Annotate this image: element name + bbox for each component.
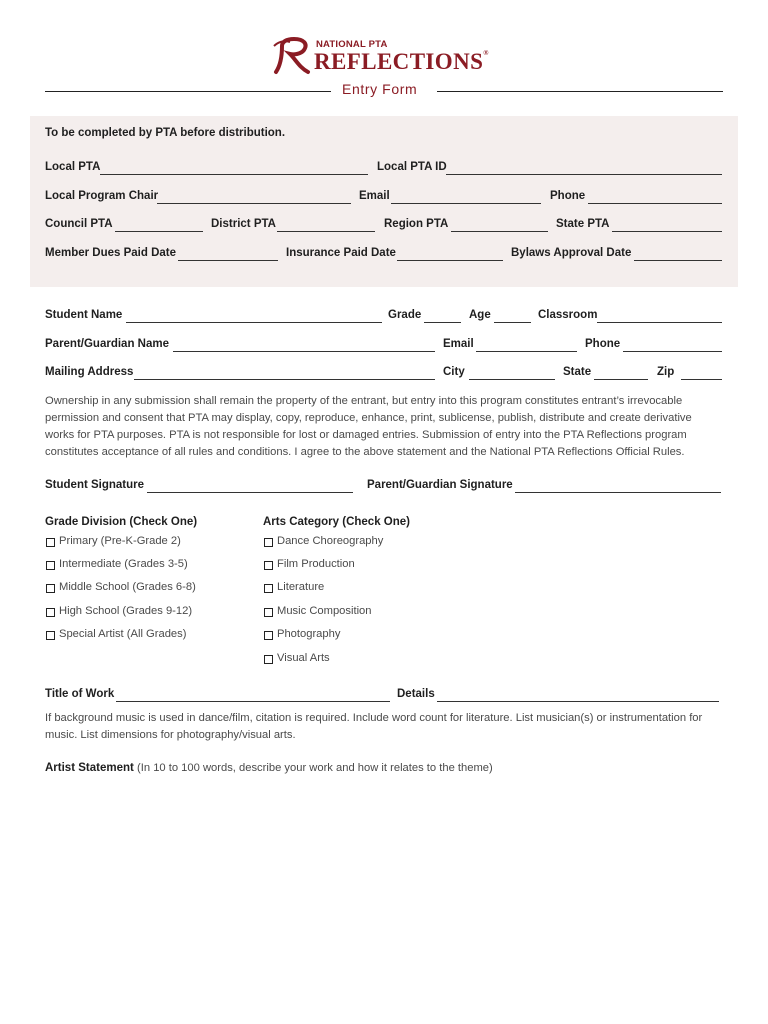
checkbox-intermediate[interactable] [46, 561, 55, 570]
checkbox-middle-school[interactable] [46, 584, 55, 593]
option-intermediate: Intermediate (Grades 3-5) [59, 558, 188, 570]
pta-phone-field[interactable] [588, 203, 722, 204]
logo-reflections: REFLECTIONS® [314, 49, 489, 74]
reflections-logo [268, 36, 508, 76]
student-email-label: Email [443, 338, 474, 350]
ownership-line: Ownership in any submission shall remain the property of the entrant, but entry into this program constitutes entrant’s irrevocable [45, 395, 683, 407]
insurance-paid-label: Insurance Paid Date [286, 247, 396, 259]
details-field[interactable] [437, 701, 719, 702]
council-pta-field[interactable] [115, 231, 203, 232]
district-pta-label: District PTA [211, 218, 276, 230]
grade-division-title: Grade Division (Check One) [45, 516, 198, 528]
option-visual-arts: Visual Arts [277, 652, 330, 664]
council-pta-label: Council PTA [45, 218, 113, 230]
city-field[interactable] [469, 379, 555, 380]
guardian-signature-label: Parent/Guardian Signature [367, 479, 513, 491]
student-name-label: Student Name [45, 309, 123, 321]
bylaws-label: Bylaws Approval Date [511, 247, 632, 259]
ownership-statement [45, 393, 692, 461]
state-field[interactable] [594, 379, 648, 380]
dues-paid-label: Member Dues Paid Date [45, 247, 177, 259]
option-high-school: High School (Grades 9-12) [59, 605, 193, 617]
zip-label: Zip [657, 366, 675, 378]
state-pta-label: State PTA [556, 218, 610, 230]
student-signature-label: Student Signature [45, 479, 145, 491]
bylaws-field[interactable] [634, 260, 722, 261]
guardian-name-field[interactable] [173, 351, 435, 352]
student-phone-label: Phone [585, 338, 621, 350]
option-music: Music Composition [277, 605, 372, 617]
form-title: Entry Form [342, 81, 418, 97]
local-pta-label: Local PTA [45, 161, 101, 173]
details-label: Details [397, 688, 435, 700]
artist-statement-hint: (In 10 to 100 words, describe your work and how it relates to the theme) [137, 762, 493, 774]
pta-email-label: Email [359, 190, 390, 202]
student-signature-field[interactable] [147, 492, 353, 493]
artist-statement-area[interactable] [45, 784, 723, 1004]
classroom-label: Classroom [538, 309, 598, 321]
checkbox-film[interactable] [264, 561, 273, 570]
insurance-paid-field[interactable] [397, 260, 503, 261]
music-note-line: music. List dimensions for photography/visual arts. [45, 729, 296, 741]
pta-email-field[interactable] [391, 203, 541, 204]
ownership-line: works for PTA purposes. PTA is not responsible for lost or damaged entries. Submission of entry into the PTA Reflections program [45, 429, 687, 441]
title-of-work-label: Title of Work [45, 688, 115, 700]
artist-statement-label: Artist Statement [45, 762, 134, 774]
checkbox-high-school[interactable] [46, 608, 55, 617]
reflections-r-icon [268, 36, 316, 76]
student-phone-field[interactable] [623, 351, 722, 352]
state-pta-field[interactable] [612, 231, 722, 232]
option-special-artist: Special Artist (All Grades) [59, 628, 187, 640]
guardian-name-label: Parent/Guardian Name [45, 338, 169, 350]
local-pta-id-label: Local PTA ID [377, 161, 447, 173]
dues-paid-field[interactable] [178, 260, 278, 261]
music-note [45, 710, 702, 744]
title-of-work-field[interactable] [116, 701, 390, 702]
option-dance: Dance Choreography [277, 535, 384, 547]
checkbox-music[interactable] [264, 608, 273, 617]
option-film: Film Production [277, 558, 355, 570]
mailing-address-label: Mailing Address [45, 366, 134, 378]
option-photography: Photography [277, 628, 341, 640]
district-pta-field[interactable] [277, 231, 375, 232]
arts-category-title: Arts Category (Check One) [263, 516, 410, 528]
pta-phone-label: Phone [550, 190, 586, 202]
logo-national-pta: NATIONAL PTA [316, 39, 388, 50]
grade-label: Grade [388, 309, 422, 321]
entry-form-header [45, 80, 723, 100]
checkbox-literature[interactable] [264, 584, 273, 593]
grade-field[interactable] [424, 322, 461, 323]
program-chair-field[interactable] [157, 203, 351, 204]
music-note-line: If background music is used in dance/film, citation is required. Include word count for literature. List musician(s) or instrumentation for [45, 712, 703, 724]
divider-left [45, 91, 331, 92]
divider-right [437, 91, 723, 92]
age-field[interactable] [494, 322, 531, 323]
local-pta-id-field[interactable] [446, 174, 722, 175]
program-chair-label: Local Program Chair [45, 190, 159, 202]
guardian-signature-field[interactable] [515, 492, 721, 493]
checkbox-visual-arts[interactable] [264, 655, 273, 664]
region-pta-label: Region PTA [384, 218, 449, 230]
zip-field[interactable] [681, 379, 722, 380]
checkbox-primary[interactable] [46, 538, 55, 547]
region-pta-field[interactable] [451, 231, 548, 232]
option-literature: Literature [277, 581, 325, 593]
artist-statement [45, 762, 493, 774]
age-label: Age [469, 309, 491, 321]
state-label: State [563, 366, 592, 378]
student-email-field[interactable] [476, 351, 577, 352]
mailing-address-field[interactable] [134, 379, 435, 380]
local-pta-field[interactable] [100, 174, 368, 175]
student-name-field[interactable] [126, 322, 382, 323]
checkbox-dance[interactable] [264, 538, 273, 547]
checkbox-photography[interactable] [264, 631, 273, 640]
pta-section-heading: To be completed by PTA before distribution. [45, 127, 286, 139]
option-middle-school: Middle School (Grades 6-8) [59, 581, 196, 593]
city-label: City [443, 366, 465, 378]
classroom-field[interactable] [597, 322, 722, 323]
ownership-line: constitutes acceptance of all rules and conditions. I agree to the above statement and the National PTA Reflections Official Rules. [45, 446, 685, 458]
checkbox-special-artist[interactable] [46, 631, 55, 640]
ownership-line: permission and consent that PTA may display, copy, reproduce, enhance, print, sublicense, publish, distribute and create derivative [45, 412, 692, 424]
option-primary: Primary (Pre-K-Grade 2) [59, 535, 181, 547]
